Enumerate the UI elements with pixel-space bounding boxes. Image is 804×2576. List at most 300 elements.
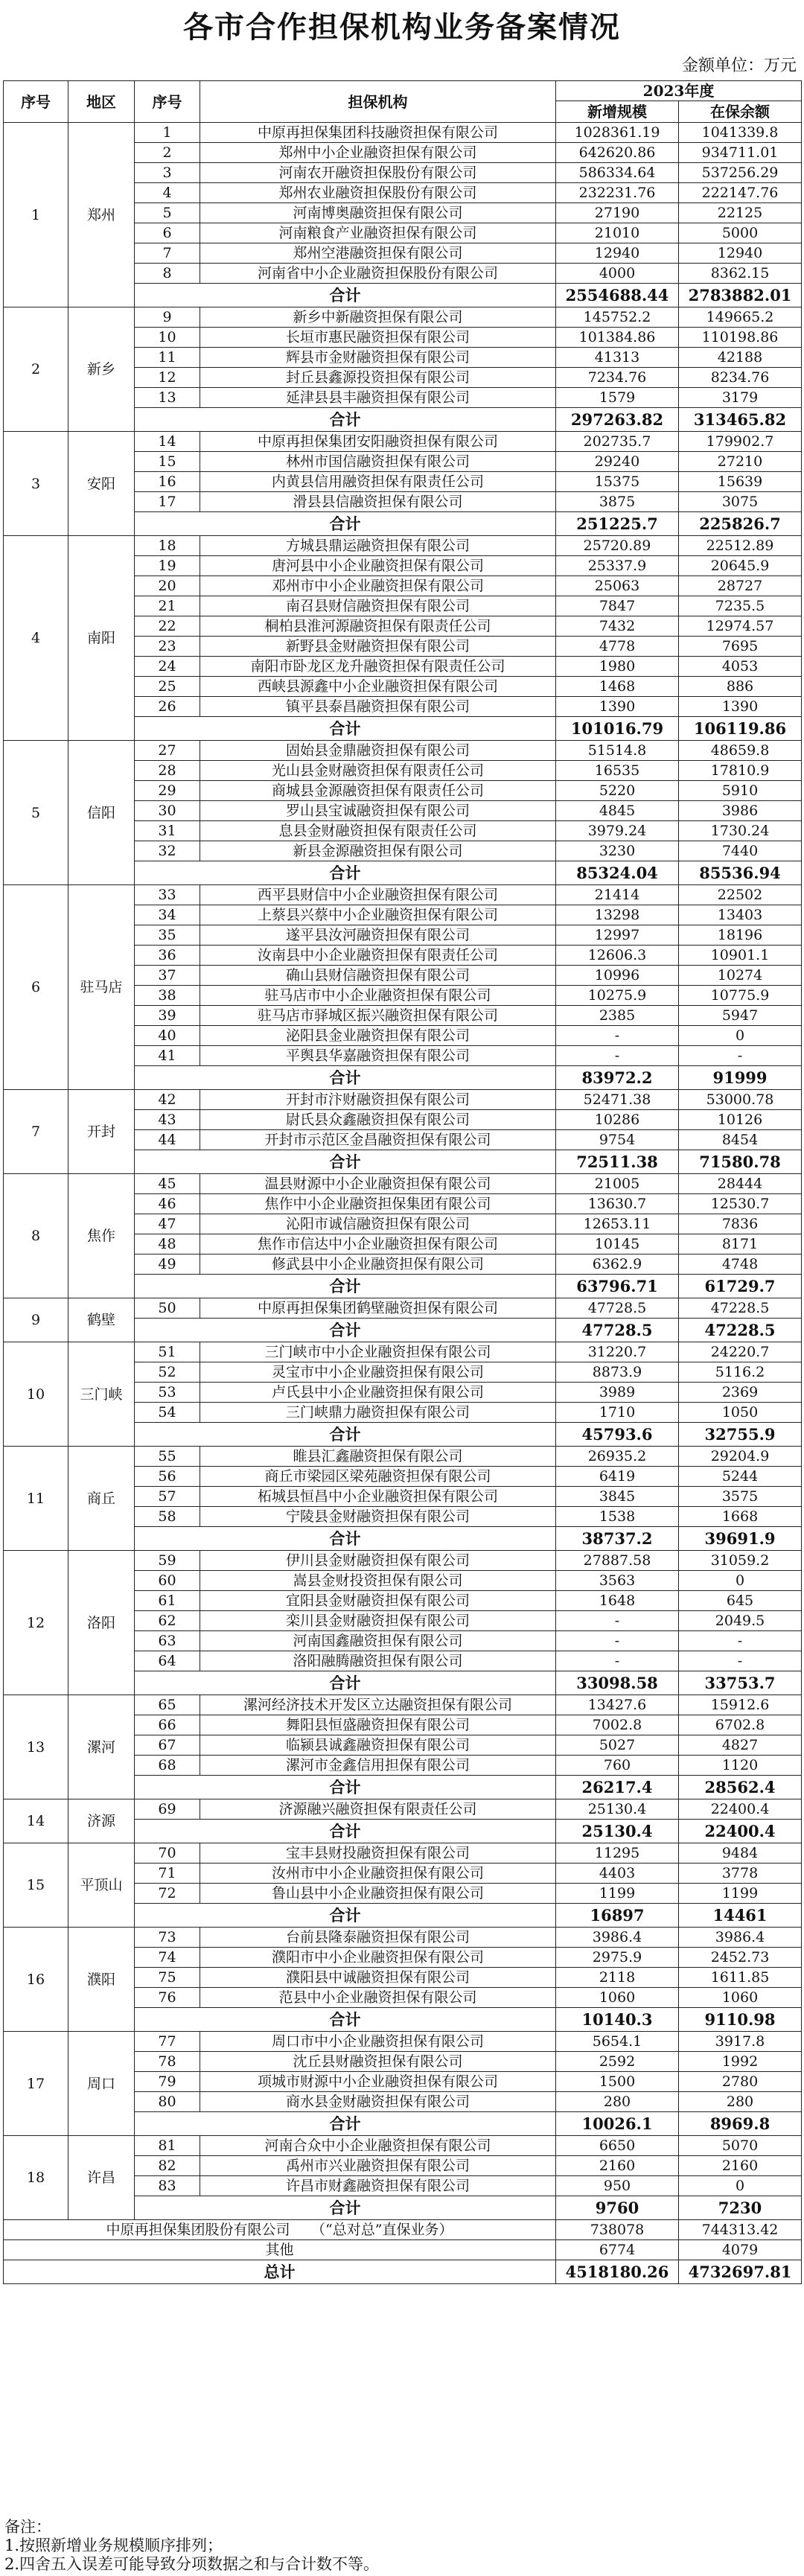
- institution-name: 郑州空港融资担保有限公司: [200, 243, 556, 264]
- institution-name: 固始县金鼎融资担保有限公司: [200, 741, 556, 761]
- new-scale-value: 1710: [556, 1403, 679, 1423]
- institution-name: 漯河市金鑫信用担保有限公司: [200, 1756, 556, 1776]
- subtotal-label: 合计: [135, 1319, 556, 1342]
- balance-value: 1390: [679, 697, 802, 717]
- subtotal-balance: 91999: [679, 1066, 802, 1090]
- institution-name: 新乡中新融资担保有限公司: [200, 307, 556, 328]
- new-scale-value: 21414: [556, 885, 679, 905]
- subtotal-label: 合计: [135, 2112, 556, 2136]
- new-scale-value: 280: [556, 2092, 679, 2112]
- balance-value: 537256.29: [679, 163, 802, 183]
- institution-name: 沈丘县财融资担保有限公司: [200, 2052, 556, 2072]
- new-scale-value: 9754: [556, 1130, 679, 1150]
- balance-value: 0: [679, 1026, 802, 1046]
- new-scale-value: 4000: [556, 264, 679, 284]
- institution-number: 5: [135, 203, 200, 223]
- region-name: 焦作: [68, 1174, 135, 1298]
- header-balance: 在保余额: [679, 101, 802, 123]
- institution-number: 20: [135, 576, 200, 596]
- balance-value: 28444: [679, 1174, 802, 1194]
- direct-balance: 744313.42: [679, 2220, 802, 2240]
- institution-number: 16: [135, 472, 200, 492]
- new-scale-value: 202735.7: [556, 432, 679, 452]
- institution-name: 商城县金源融资担保有限责任公司: [200, 781, 556, 801]
- balance-value: 12940: [679, 243, 802, 264]
- institution-name: 范县中小企业融资担保有限公司: [200, 1988, 556, 2008]
- institution-number: 68: [135, 1756, 200, 1776]
- balance-value: 22502: [679, 885, 802, 905]
- institution-number: 44: [135, 1130, 200, 1150]
- institution-name: 遂平县汝河融资担保有限公司: [200, 925, 556, 946]
- grand-total-label: 总计: [4, 2260, 556, 2284]
- institution-number: 63: [135, 1631, 200, 1651]
- new-scale-value: 3563: [556, 1571, 679, 1591]
- institution-name: 灵宝市中小企业融资担保有限公司: [200, 1362, 556, 1383]
- new-scale-value: 25337.9: [556, 556, 679, 576]
- balance-value: 12974.57: [679, 616, 802, 637]
- institution-number: 75: [135, 1968, 200, 1988]
- other-label: 其他: [4, 2240, 556, 2260]
- table-row: [4, 1551, 802, 1571]
- institution-number: 80: [135, 2092, 200, 2112]
- notes: [4, 2518, 379, 2574]
- new-scale-value: 2975.9: [556, 1948, 679, 1968]
- institution-name: 西峡县源鑫中小企业融资担保有限公司: [200, 677, 556, 697]
- institution-number: 49: [135, 1254, 200, 1275]
- balance-value: 2049.5: [679, 1611, 802, 1631]
- balance-value: 22400.4: [679, 1799, 802, 1820]
- new-scale-value: -: [556, 1046, 679, 1066]
- institution-number: 71: [135, 1864, 200, 1884]
- balance-value: 22512.89: [679, 536, 802, 556]
- table-row: [4, 307, 802, 328]
- institution-number: 58: [135, 1507, 200, 1527]
- region-name: 洛阳: [68, 1551, 135, 1695]
- new-scale-value: 12606.3: [556, 946, 679, 966]
- new-scale-value: 586334.64: [556, 163, 679, 183]
- city-number: 9: [4, 1298, 68, 1342]
- balance-value: 0: [679, 1571, 802, 1591]
- table-row: [4, 1174, 802, 1194]
- balance-value: 3986: [679, 801, 802, 821]
- new-scale-value: 950: [556, 2176, 679, 2196]
- institution-number: 25: [135, 677, 200, 697]
- balance-value: 29204.9: [679, 1447, 802, 1467]
- table-row: [4, 1799, 802, 1820]
- institution-name: 郑州农业融资担保股份有限公司: [200, 183, 556, 203]
- subtotal-new-scale: 2554688.44: [556, 284, 679, 307]
- city-number: 15: [4, 1843, 68, 1928]
- subtotal-label: 合计: [135, 1820, 556, 1843]
- institution-number: 13: [135, 388, 200, 408]
- balance-value: 1060: [679, 1988, 802, 2008]
- institution-number: 56: [135, 1467, 200, 1487]
- balance-value: 934711.01: [679, 143, 802, 163]
- page-title: 各市合作担保机构业务备案情况: [183, 10, 621, 45]
- balance-value: 3575: [679, 1487, 802, 1507]
- institution-name: 临颍县诚鑫融资担保有限公司: [200, 1735, 556, 1756]
- balance-value: 31059.2: [679, 1551, 802, 1571]
- institution-number: 70: [135, 1843, 200, 1864]
- new-scale-value: 21010: [556, 223, 679, 243]
- region-name: 南阳: [68, 536, 135, 741]
- balance-value: 8234.76: [679, 368, 802, 388]
- city-number: 17: [4, 2032, 68, 2136]
- new-scale-value: 10996: [556, 966, 679, 986]
- institution-number: 48: [135, 1234, 200, 1254]
- subtotal-label: 合计: [135, 1527, 556, 1551]
- institution-name: 林州市国信融资担保有限公司: [200, 452, 556, 472]
- balance-value: 3986.4: [679, 1928, 802, 1948]
- balance-value: 5070: [679, 2136, 802, 2156]
- balance-value: 7836: [679, 1214, 802, 1234]
- new-scale-value: 15375: [556, 472, 679, 492]
- institution-number: 38: [135, 986, 200, 1006]
- balance-value: 7440: [679, 841, 802, 861]
- city-number: 18: [4, 2136, 68, 2220]
- balance-value: 886: [679, 677, 802, 697]
- new-scale-value: 5220: [556, 781, 679, 801]
- subtotal-balance: 39691.9: [679, 1527, 802, 1551]
- institution-number: 23: [135, 637, 200, 657]
- balance-value: 645: [679, 1591, 802, 1611]
- balance-value: 17810.9: [679, 761, 802, 781]
- new-scale-value: 1199: [556, 1884, 679, 1904]
- table-row: [4, 885, 802, 905]
- subtotal-label: 合计: [135, 284, 556, 307]
- table-row: [4, 2032, 802, 2052]
- city-number: 11: [4, 1447, 68, 1551]
- subtotal-new-scale: 297263.82: [556, 408, 679, 432]
- subtotal-new-scale: 63796.71: [556, 1275, 679, 1298]
- unit-label: 金额单位：万元: [681, 57, 797, 75]
- institution-number: 57: [135, 1487, 200, 1507]
- institution-name: 河南省中小企业融资担保股份有限公司: [200, 264, 556, 284]
- balance-value: 20645.9: [679, 556, 802, 576]
- institution-name: 栾川县金财融资担保有限公司: [200, 1611, 556, 1631]
- subtotal-new-scale: 47728.5: [556, 1319, 679, 1342]
- new-scale-value: 12940: [556, 243, 679, 264]
- table-row: [4, 1298, 802, 1319]
- new-scale-value: -: [556, 1611, 679, 1631]
- institution-name: 桐柏县淮河源融资担保有限责任公司: [200, 616, 556, 637]
- region-name: 新乡: [68, 307, 135, 432]
- new-scale-value: 1538: [556, 1507, 679, 1527]
- subtotal-new-scale: 101016.79: [556, 717, 679, 741]
- balance-value: 3778: [679, 1864, 802, 1884]
- subtotal-balance: 33753.7: [679, 1671, 802, 1695]
- balance-value: 15639: [679, 472, 802, 492]
- new-scale-value: 7002.8: [556, 1715, 679, 1735]
- new-scale-value: 642620.86: [556, 143, 679, 163]
- institution-name: 嵩县金财投资担保有限公司: [200, 1571, 556, 1591]
- header-new-scale: 新增规模: [556, 101, 679, 123]
- institution-number: 31: [135, 821, 200, 841]
- institution-name: 上蔡县兴蔡中小企业融资担保有限公司: [200, 905, 556, 925]
- balance-value: 12530.7: [679, 1194, 802, 1214]
- region-name: 安阳: [68, 432, 135, 536]
- institution-name: 开封市汴财融资担保有限公司: [200, 1090, 556, 1110]
- new-scale-value: 3979.24: [556, 821, 679, 841]
- new-scale-value: 5027: [556, 1735, 679, 1756]
- institution-number: 18: [135, 536, 200, 556]
- region-name: 开封: [68, 1090, 135, 1174]
- balance-value: -: [679, 1651, 802, 1671]
- region-name: 濮阳: [68, 1928, 135, 2032]
- institution-name: 河南合众中小企业融资担保有限公司: [200, 2136, 556, 2156]
- institution-number: 45: [135, 1174, 200, 1194]
- institution-name: 中原再担保集团科技融资担保有限公司: [200, 123, 556, 143]
- new-scale-value: 2592: [556, 2052, 679, 2072]
- institution-number: 66: [135, 1715, 200, 1735]
- table-row: [4, 2136, 802, 2156]
- note-item: 2.四舍五入误差可能导致分项数据之和与合计数不等。: [4, 2555, 380, 2573]
- institution-number: 65: [135, 1695, 200, 1715]
- balance-value: 8454: [679, 1130, 802, 1150]
- new-scale-value: 1060: [556, 1988, 679, 2008]
- institution-name: 河南粮食产业融资担保有限公司: [200, 223, 556, 243]
- subtotal-label: 合计: [135, 512, 556, 536]
- institution-name: 南召县财信融资担保有限公司: [200, 596, 556, 616]
- balance-value: 5910: [679, 781, 802, 801]
- city-number: 13: [4, 1695, 68, 1799]
- institution-name: 确山县财信融资担保有限公司: [200, 966, 556, 986]
- new-scale-value: 26935.2: [556, 1447, 679, 1467]
- subtotal-new-scale: 10026.1: [556, 2112, 679, 2136]
- balance-value: 149665.2: [679, 307, 802, 328]
- institution-number: 47: [135, 1214, 200, 1234]
- subtotal-label: 合计: [135, 717, 556, 741]
- region-name: 漯河: [68, 1695, 135, 1799]
- subtotal-new-scale: 16897: [556, 1904, 679, 1928]
- new-scale-value: 7847: [556, 596, 679, 616]
- subtotal-balance: 28562.4: [679, 1776, 802, 1799]
- institution-name: 舞阳县恒盛融资担保有限公司: [200, 1715, 556, 1735]
- institution-name: 中原再担保集团安阳融资担保有限公司: [200, 432, 556, 452]
- balance-value: 1730.24: [679, 821, 802, 841]
- institution-number: 9: [135, 307, 200, 328]
- table-row: [4, 432, 802, 452]
- institution-name: 洛阳融腾融资担保有限公司: [200, 1651, 556, 1671]
- balance-value: 8362.15: [679, 264, 802, 284]
- balance-value: 2780: [679, 2072, 802, 2092]
- institution-name: 卢氏县中小企业融资担保有限公司: [200, 1383, 556, 1403]
- subtotal-label: 合计: [135, 1066, 556, 1090]
- institution-name: 商丘市梁园区梁苑融资担保有限公司: [200, 1467, 556, 1487]
- institution-name: 济源融兴融资担保有限责任公司: [200, 1799, 556, 1820]
- subtotal-new-scale: 251225.7: [556, 512, 679, 536]
- institution-number: 77: [135, 2032, 200, 2052]
- institution-number: 30: [135, 801, 200, 821]
- institution-name: 西平县财信中小企业融资担保有限公司: [200, 885, 556, 905]
- institution-number: 2: [135, 143, 200, 163]
- institution-name: 河南农开融资担保股份有限公司: [200, 163, 556, 183]
- new-scale-value: 51514.8: [556, 741, 679, 761]
- subtotal-label: 合计: [135, 2196, 556, 2220]
- region-name: 许昌: [68, 2136, 135, 2220]
- institution-name: 三门峡市中小企业融资担保有限公司: [200, 1342, 556, 1362]
- balance-value: 22125: [679, 203, 802, 223]
- new-scale-value: 2160: [556, 2156, 679, 2176]
- institution-number: 6: [135, 223, 200, 243]
- balance-value: 53000.78: [679, 1090, 802, 1110]
- new-scale-value: 10145: [556, 1234, 679, 1254]
- balance-value: 13403: [679, 905, 802, 925]
- balance-value: 5947: [679, 1006, 802, 1026]
- balance-value: 48659.8: [679, 741, 802, 761]
- new-scale-value: -: [556, 1651, 679, 1671]
- header-year: 2023年度: [556, 81, 802, 101]
- balance-value: 5244: [679, 1467, 802, 1487]
- balance-value: 2452.73: [679, 1948, 802, 1968]
- institution-number: 37: [135, 966, 200, 986]
- institution-number: 40: [135, 1026, 200, 1046]
- new-scale-value: 16535: [556, 761, 679, 781]
- subtotal-balance: 61729.7: [679, 1275, 802, 1298]
- new-scale-value: 1390: [556, 697, 679, 717]
- subtotal-new-scale: 26217.4: [556, 1776, 679, 1799]
- balance-value: 28727: [679, 576, 802, 596]
- header-region: 地区: [68, 81, 135, 123]
- grand-total-new-scale: 4518180.26: [556, 2260, 679, 2284]
- institution-name: 濮阳县中诚融资担保有限公司: [200, 1968, 556, 1988]
- institution-name: 邓州市中小企业融资担保有限公司: [200, 576, 556, 596]
- institution-name: 沁阳市诚信融资担保有限公司: [200, 1214, 556, 1234]
- institution-name: 河南博奥融资担保有限公司: [200, 203, 556, 223]
- institution-name: 南阳市卧龙区龙升融资担保有限责任公司: [200, 657, 556, 677]
- institution-number: 52: [135, 1362, 200, 1383]
- city-number: 4: [4, 536, 68, 741]
- institution-name: 三门峡鼎力融资担保有限公司: [200, 1403, 556, 1423]
- balance-value: 1050: [679, 1403, 802, 1423]
- institution-name: 宜阳县金财融资担保有限公司: [200, 1591, 556, 1611]
- institution-number: 46: [135, 1194, 200, 1214]
- balance-value: 15912.6: [679, 1695, 802, 1715]
- subtotal-balance: 8969.8: [679, 2112, 802, 2136]
- balance-value: 110198.86: [679, 328, 802, 348]
- institution-number: 76: [135, 1988, 200, 2008]
- subtotal-new-scale: 45793.6: [556, 1423, 679, 1447]
- table-row: [4, 123, 802, 143]
- new-scale-value: -: [556, 1026, 679, 1046]
- balance-value: 4827: [679, 1735, 802, 1756]
- institution-name: 平舆县华嘉融资担保有限公司: [200, 1046, 556, 1066]
- city-number: 14: [4, 1799, 68, 1843]
- subtotal-new-scale: 9760: [556, 2196, 679, 2220]
- region-name: 商丘: [68, 1447, 135, 1551]
- institution-number: 19: [135, 556, 200, 576]
- institution-number: 15: [135, 452, 200, 472]
- grand-total-balance: 4732697.81: [679, 2260, 802, 2284]
- new-scale-value: 3845: [556, 1487, 679, 1507]
- institution-name: 开封市示范区金昌融资担保有限公司: [200, 1130, 556, 1150]
- direct-new-scale: 738078: [556, 2220, 679, 2240]
- balance-value: 1992: [679, 2052, 802, 2072]
- table-row: [4, 1447, 802, 1467]
- subtotal-new-scale: 33098.58: [556, 1671, 679, 1695]
- institution-number: 55: [135, 1447, 200, 1467]
- new-scale-value: 1579: [556, 388, 679, 408]
- institution-number: 60: [135, 1571, 200, 1591]
- institution-number: 74: [135, 1948, 200, 1968]
- institution-name: 唐河县中小企业融资担保有限公司: [200, 556, 556, 576]
- institution-name: 漯河经济技术开发区立达融资担保有限公司: [200, 1695, 556, 1715]
- subtotal-balance: 7230: [679, 2196, 802, 2220]
- region-name: 鹤壁: [68, 1298, 135, 1342]
- institution-name: 伊川县金财融资担保有限公司: [200, 1551, 556, 1571]
- table-row: [4, 741, 802, 761]
- new-scale-value: 1648: [556, 1591, 679, 1611]
- new-scale-value: 3875: [556, 492, 679, 512]
- institution-number: 59: [135, 1551, 200, 1571]
- balance-value: 7695: [679, 637, 802, 657]
- new-scale-value: 12997: [556, 925, 679, 946]
- new-scale-value: 29240: [556, 452, 679, 472]
- balance-value: 27210: [679, 452, 802, 472]
- new-scale-value: 232231.76: [556, 183, 679, 203]
- new-scale-value: 4403: [556, 1864, 679, 1884]
- new-scale-value: 25063: [556, 576, 679, 596]
- subtotal-balance: 32755.9: [679, 1423, 802, 1447]
- city-number: 3: [4, 432, 68, 536]
- institution-name: 延津县县丰融资担保有限公司: [200, 388, 556, 408]
- subtotal-label: 合计: [135, 408, 556, 432]
- institution-number: 51: [135, 1342, 200, 1362]
- new-scale-value: 3986.4: [556, 1928, 679, 1948]
- institution-name: 泌阳县金业融资担保有限公司: [200, 1026, 556, 1046]
- city-number: 8: [4, 1174, 68, 1298]
- balance-value: 10775.9: [679, 986, 802, 1006]
- balance-value: 0: [679, 2176, 802, 2196]
- institution-name: 周口市中小企业融资担保有限公司: [200, 2032, 556, 2052]
- institution-name: 罗山县宝诚融资担保有限公司: [200, 801, 556, 821]
- balance-value: 47228.5: [679, 1298, 802, 1319]
- balance-value: 5000: [679, 223, 802, 243]
- other-new-scale: 6774: [556, 2240, 679, 2260]
- institution-name: 河南国鑫融资担保有限公司: [200, 1631, 556, 1651]
- direct-label: 中原再担保集团股份有限公司 （“总对总”直保业务）: [4, 2220, 556, 2240]
- header-institution: 担保机构: [200, 81, 556, 123]
- new-scale-value: 52471.38: [556, 1090, 679, 1110]
- institution-number: 72: [135, 1884, 200, 1904]
- balance-value: 24220.7: [679, 1342, 802, 1362]
- new-scale-value: 1028361.19: [556, 123, 679, 143]
- city-number: 6: [4, 885, 68, 1090]
- city-number: 1: [4, 123, 68, 307]
- new-scale-value: 4778: [556, 637, 679, 657]
- institution-number: 42: [135, 1090, 200, 1110]
- institution-name: 焦作中小企业融资担保集团有限公司: [200, 1194, 556, 1214]
- institution-number: 69: [135, 1799, 200, 1820]
- institution-number: 24: [135, 657, 200, 677]
- subtotal-balance: 14461: [679, 1904, 802, 1928]
- subtotal-label: 合计: [135, 1150, 556, 1174]
- subtotal-label: 合计: [135, 1776, 556, 1799]
- balance-value: 2160: [679, 2156, 802, 2176]
- institution-name: 项城市财源中小企业融资担保有限公司: [200, 2072, 556, 2092]
- region-name: 郑州: [68, 123, 135, 307]
- new-scale-value: 6419: [556, 1467, 679, 1487]
- institution-number: 43: [135, 1110, 200, 1130]
- new-scale-value: 145752.2: [556, 307, 679, 328]
- institution-number: 78: [135, 2052, 200, 2072]
- table-row: [4, 536, 802, 556]
- balance-value: 2369: [679, 1383, 802, 1403]
- subtotal-label: 合计: [135, 1423, 556, 1447]
- subtotal-balance: 22400.4: [679, 1820, 802, 1843]
- new-scale-value: 25130.4: [556, 1799, 679, 1820]
- region-name: 周口: [68, 2032, 135, 2136]
